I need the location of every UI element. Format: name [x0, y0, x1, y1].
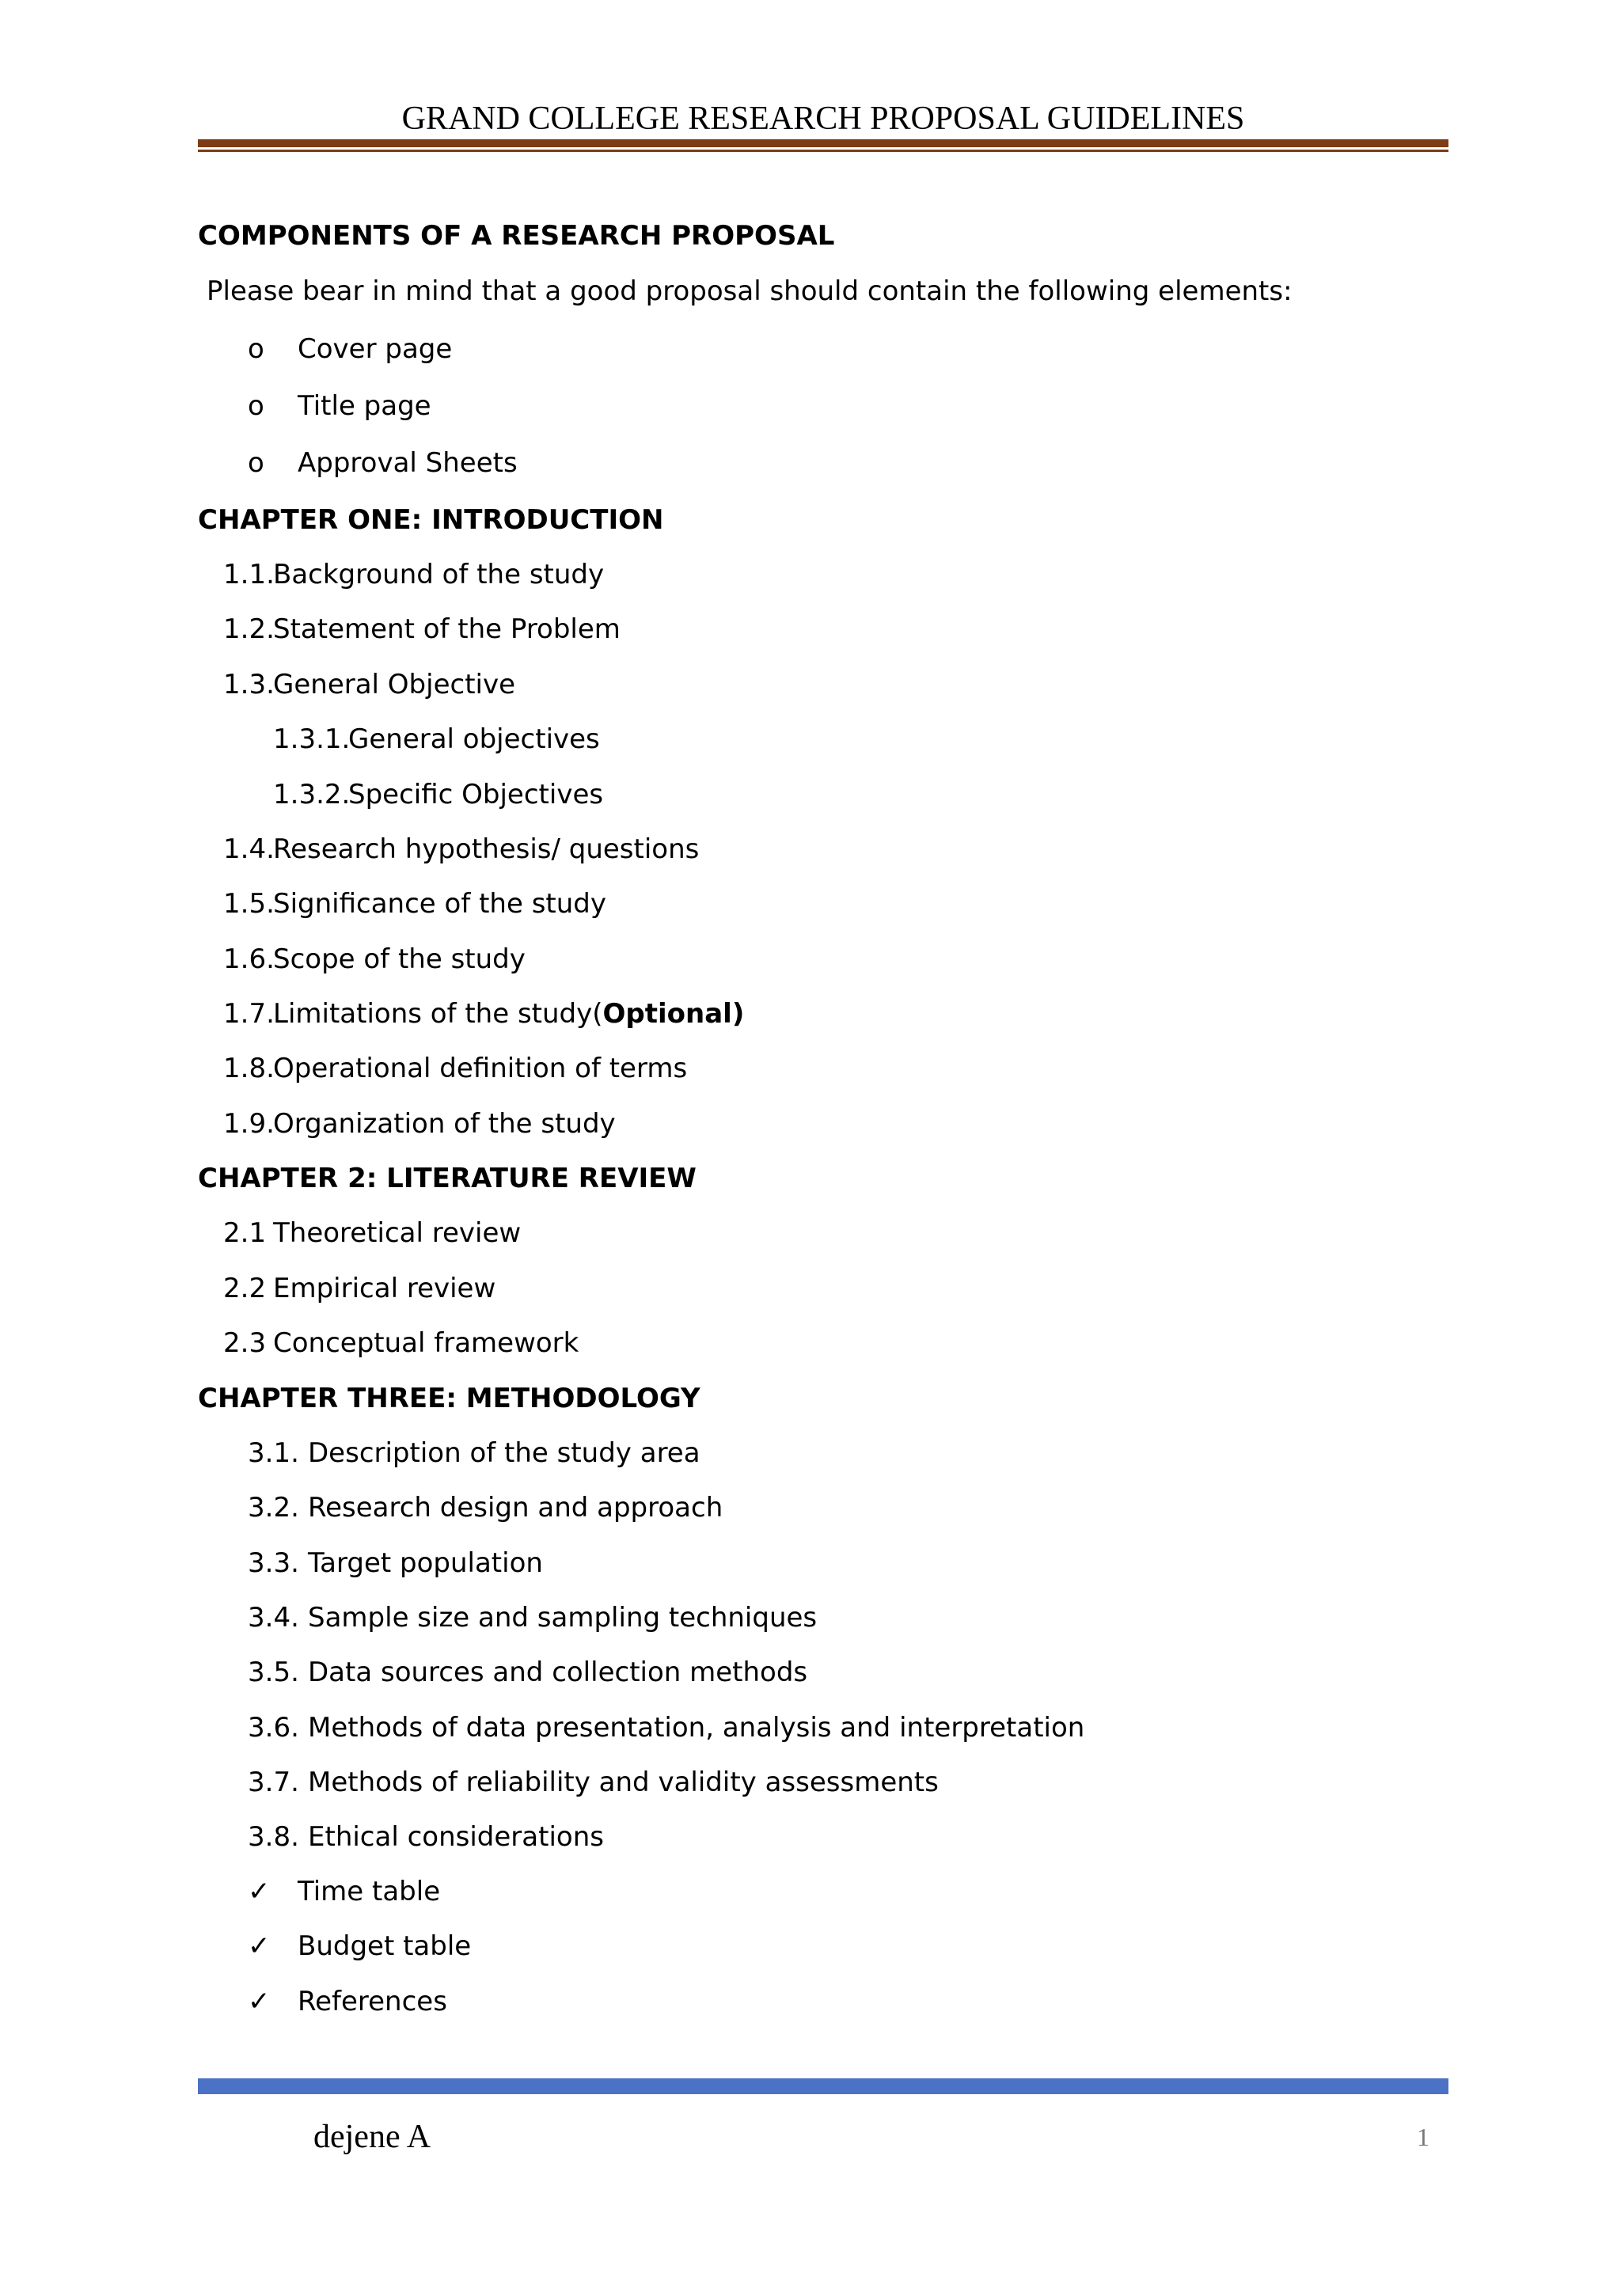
toc-item: Research design and approach: [308, 1492, 723, 1524]
checkmark-icon: ✓: [248, 1876, 271, 1907]
toc-number: 2.2: [223, 1273, 267, 1304]
bullet-marker: o: [248, 333, 264, 365]
toc-item: Organization of the study: [273, 1108, 616, 1140]
footer-author: dejene A: [313, 2119, 431, 2155]
toc-item: General Objective: [273, 669, 516, 700]
front-item: Cover page: [298, 333, 453, 365]
chapter-heading: CHAPTER THREE: METHODOLOGY: [198, 1383, 700, 1414]
toc-number: 3.6.: [248, 1712, 299, 1744]
toc-item: [273, 996, 744, 1032]
toc-number: 1.3.1.: [273, 723, 351, 755]
toc-item: Background of the study: [273, 559, 605, 590]
front-item: Title page: [298, 390, 431, 422]
toc-number: 3.7.: [248, 1767, 299, 1798]
optional-label: Optional): [602, 998, 745, 1030]
toc-item: Description of the study area: [308, 1437, 700, 1469]
toc-number: 1.2.: [223, 613, 275, 645]
toc-item: Operational definition of terms: [273, 1053, 688, 1084]
toc-number: 1.5.: [223, 888, 275, 920]
toc-number: 1.8.: [223, 1053, 275, 1084]
front-item: Approval Sheets: [298, 447, 518, 479]
toc-number: 1.7.: [223, 998, 275, 1030]
toc-number: 3.8.: [248, 1821, 299, 1853]
bullet-marker: o: [248, 390, 264, 422]
toc-number: 2.3: [223, 1327, 267, 1359]
checklist-item: Budget table: [298, 1930, 472, 1962]
toc-item: Conceptual framework: [273, 1327, 579, 1359]
toc-item: General objectives: [348, 723, 600, 755]
toc-number: 1.4.: [223, 833, 275, 865]
toc-item: Significance of the study: [273, 888, 606, 920]
checklist-item: References: [298, 1986, 447, 2017]
checkmark-icon: ✓: [248, 1986, 271, 2017]
toc-number: 1.9.: [223, 1108, 275, 1140]
document-title: GRAND COLLEGE RESEARCH PROPOSAL GUIDELINES: [401, 101, 1245, 137]
toc-number: 3.4.: [248, 1602, 299, 1634]
chapter-heading: CHAPTER ONE: INTRODUCTION: [198, 504, 664, 536]
page-number: 1: [1417, 2123, 1429, 2151]
checklist-item: Time table: [298, 1876, 441, 1907]
bullet-marker: o: [248, 447, 264, 479]
toc-number: 1.3.2.: [273, 779, 351, 810]
toc-item: Ethical considerations: [308, 1821, 604, 1853]
toc-item: Theoretical review: [273, 1217, 522, 1249]
toc-item: Methods of reliability and validity assessments: [308, 1767, 939, 1798]
toc-number: 3.1.: [248, 1437, 299, 1469]
toc-item: Empirical review: [273, 1273, 496, 1304]
toc-item-text: Limitations of the study(: [273, 998, 603, 1030]
toc-number: 1.1.: [223, 559, 275, 590]
toc-item: Data sources and collection methods: [308, 1657, 808, 1688]
header-rule-thin: [198, 150, 1448, 152]
toc-number: 1.3.: [223, 669, 275, 700]
checkmark-icon: ✓: [248, 1930, 271, 1962]
footer-bar: [198, 2078, 1448, 2094]
toc-item: Research hypothesis/ questions: [273, 833, 700, 865]
toc-number: 2.1: [223, 1217, 267, 1249]
header-rule: [198, 139, 1448, 147]
toc-number: 3.2.: [248, 1492, 299, 1524]
toc-number: 3.5.: [248, 1657, 299, 1688]
toc-item: Sample size and sampling techniques: [308, 1602, 818, 1634]
toc-number: 1.6.: [223, 943, 275, 975]
chapter-heading: CHAPTER 2: LITERATURE REVIEW: [198, 1163, 697, 1194]
toc-item: Target population: [308, 1547, 543, 1579]
toc-item: Methods of data presentation, analysis and interpretation: [308, 1712, 1085, 1744]
toc-item: Scope of the study: [273, 943, 526, 975]
intro-text: Please bear in mind that a good proposal should contain the following elements:: [207, 275, 1293, 307]
section-heading: COMPONENTS OF A RESEARCH PROPOSAL: [198, 220, 835, 252]
toc-item: Specific Objectives: [348, 779, 604, 810]
toc-number: 3.3.: [248, 1547, 299, 1579]
toc-item: Statement of the Problem: [273, 613, 621, 645]
